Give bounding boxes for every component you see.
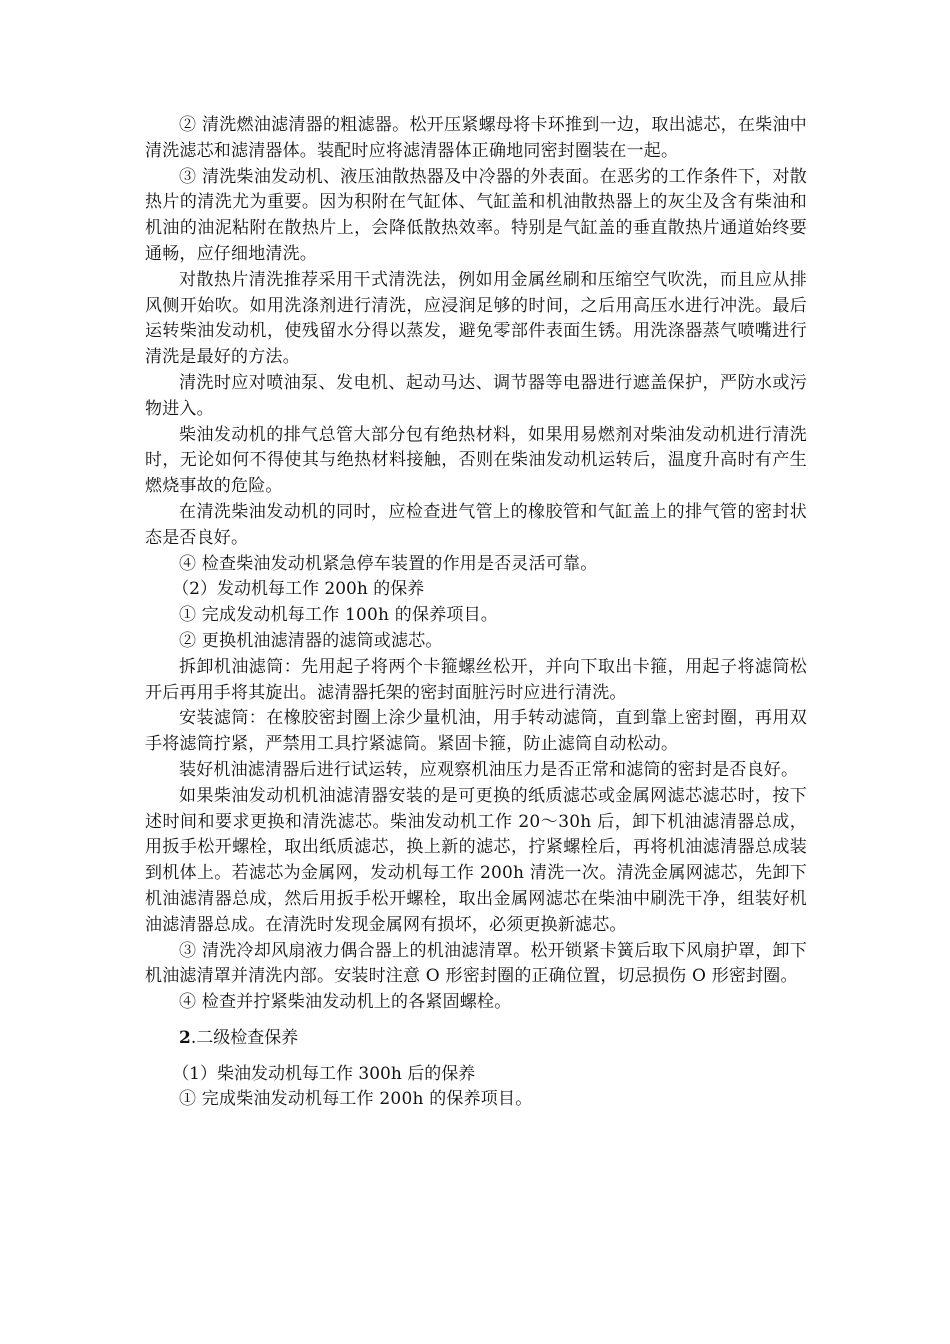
subheading-200h: （2）发动机每工作 200h 的保养 [172,579,425,600]
paragraph-install-filter: 安装滤筒：在橡胶密封圈上涂少量机油，用手转动滤筒，直到靠上密封圈，再用双手将滤筒拧紧，严禁用工具拧紧滤筒。紧固卡箍，防止滤筒自动松动。 [145,708,807,755]
paragraph-replace-filter: ② 更换机油滤清器的滤筒或滤芯。 [179,630,443,651]
section-title: 二级检查保养 [196,1027,299,1048]
document-page [145,113,807,1113]
paragraph-complete-200h: ① 完成柴油发动机每工作 200h 的保养项目。 [179,1089,533,1110]
section-separator: . [190,1027,197,1048]
subheading-300h: （1）柴油发动机每工作 300h 后的保养 [172,1063,476,1084]
paragraph-complete-100h: ① 完成发动机每工作 100h 的保养项目。 [179,605,499,626]
paragraph-dry-cleaning: 对散热片清洗推荐采用干式清洗法，例如用金属丝刷和压缩空气吹洗，而且应从排风侧开始吹。如用洗涤剂进行清洗，应浸润足够的时间，之后用高压水进行冲洗。最后运转柴油发动机，使残留水分得以蒸发，避免零部件表面生锈。用洗涤器蒸气喷嘴进行清洗是最好的方法。 [145,269,807,368]
paragraph-fuel-filter: ② 清洗燃油滤清器的粗滤器。松开压紧螺母将卡环推到一边，取出滤芯，在柴油中清洗滤芯和滤清器体。装配时应将滤清器体正确地同密封圈装在一起。 [145,115,807,161]
paragraph-test-run: 装好机油滤清器后进行试运转，应观察机油压力是否正常和滤筒的密封是否良好。 [179,759,799,780]
paragraph-replaceable-elements: 如果柴油发动机机油滤清器安装的是可更换的纸质滤芯或金属网滤芯滤芯时，按下述时间和要求更换和清洗滤芯。柴油发动机工作 20～30h 后，卸下机油滤清器总成，用扳手松开螺栓，取出纸质滤芯，换上新的滤芯，拧紧螺栓后，再将机油滤清器总成装到机体上。若滤芯为金属网，发动机每工作 200h 清洗一次。清洗金属网滤芯，先卸下机油滤清器总成，然后用扳手松开螺栓，取出金属网滤芯在柴油中刷洗干净，组装好机油滤清器总成。在清洗时发现金属网有损坏，必须更换新滤芯。 [145,785,807,935]
paragraph-cover-electricals: 清洗时应对喷油泵、发电机、起动马达、调节器等电器进行遮盖保护，严防水或污物进入。 [145,372,807,419]
paragraph-radiator-cleaning: ③ 清洗柴油发动机、液压油散热器及中冷器的外表面。在恶劣的工作条件下，对散热片的清洗尤为重要。因为积附在气缸体、气缸盖和机油散热器上的灰尘及含有柴油和机油的油泥粘附在散热片上，会降低散热效率。特别是气缸盖的垂直散热片通道始终要通畅，应仔细地清洗。 [145,166,807,264]
paragraph-seal-check: 在清洗柴油发动机的同时，应检查进气管上的橡胶管和气缸盖上的排气管的密封状态是否良好。 [145,501,807,548]
paragraph-remove-filter: 拆卸机油滤筒：先用起子将两个卡箍螺丝松开，并向下取出卡箍，用起子将滤筒松开后再用手将其旋出。滤清器托架的密封面脏污时应进行清洗。 [145,656,807,703]
section-number: 2 [179,1027,191,1048]
section-heading [145,1026,807,1052]
paragraph-fan-coupling: ③ 清洗冷却风扇液力偶合器上的机油滤清罩。松开锁紧卡簧后取下风扇护罩，卸下机油滤清罩并清洗内部。安装时注意 O 形密封圈的正确位置，切忌损伤 O 形密封圈。 [145,940,807,987]
paragraph-emergency-stop: ④ 检查柴油发动机紧急停车装置的作用是否灵活可靠。 [179,553,598,574]
paragraph-exhaust-insulation: 柴油发动机的排气总管大部分包有绝热材料，如果用易燃剂对柴油发动机进行清洗时，无论如何不得使其与绝热材料接触，否则在柴油发动机运转后，温度升高时有产生燃烧事故的危险。 [145,424,807,497]
paragraph-tighten-bolts: ④ 检查并拧紧柴油发动机上的各紧固螺栓。 [179,992,512,1013]
